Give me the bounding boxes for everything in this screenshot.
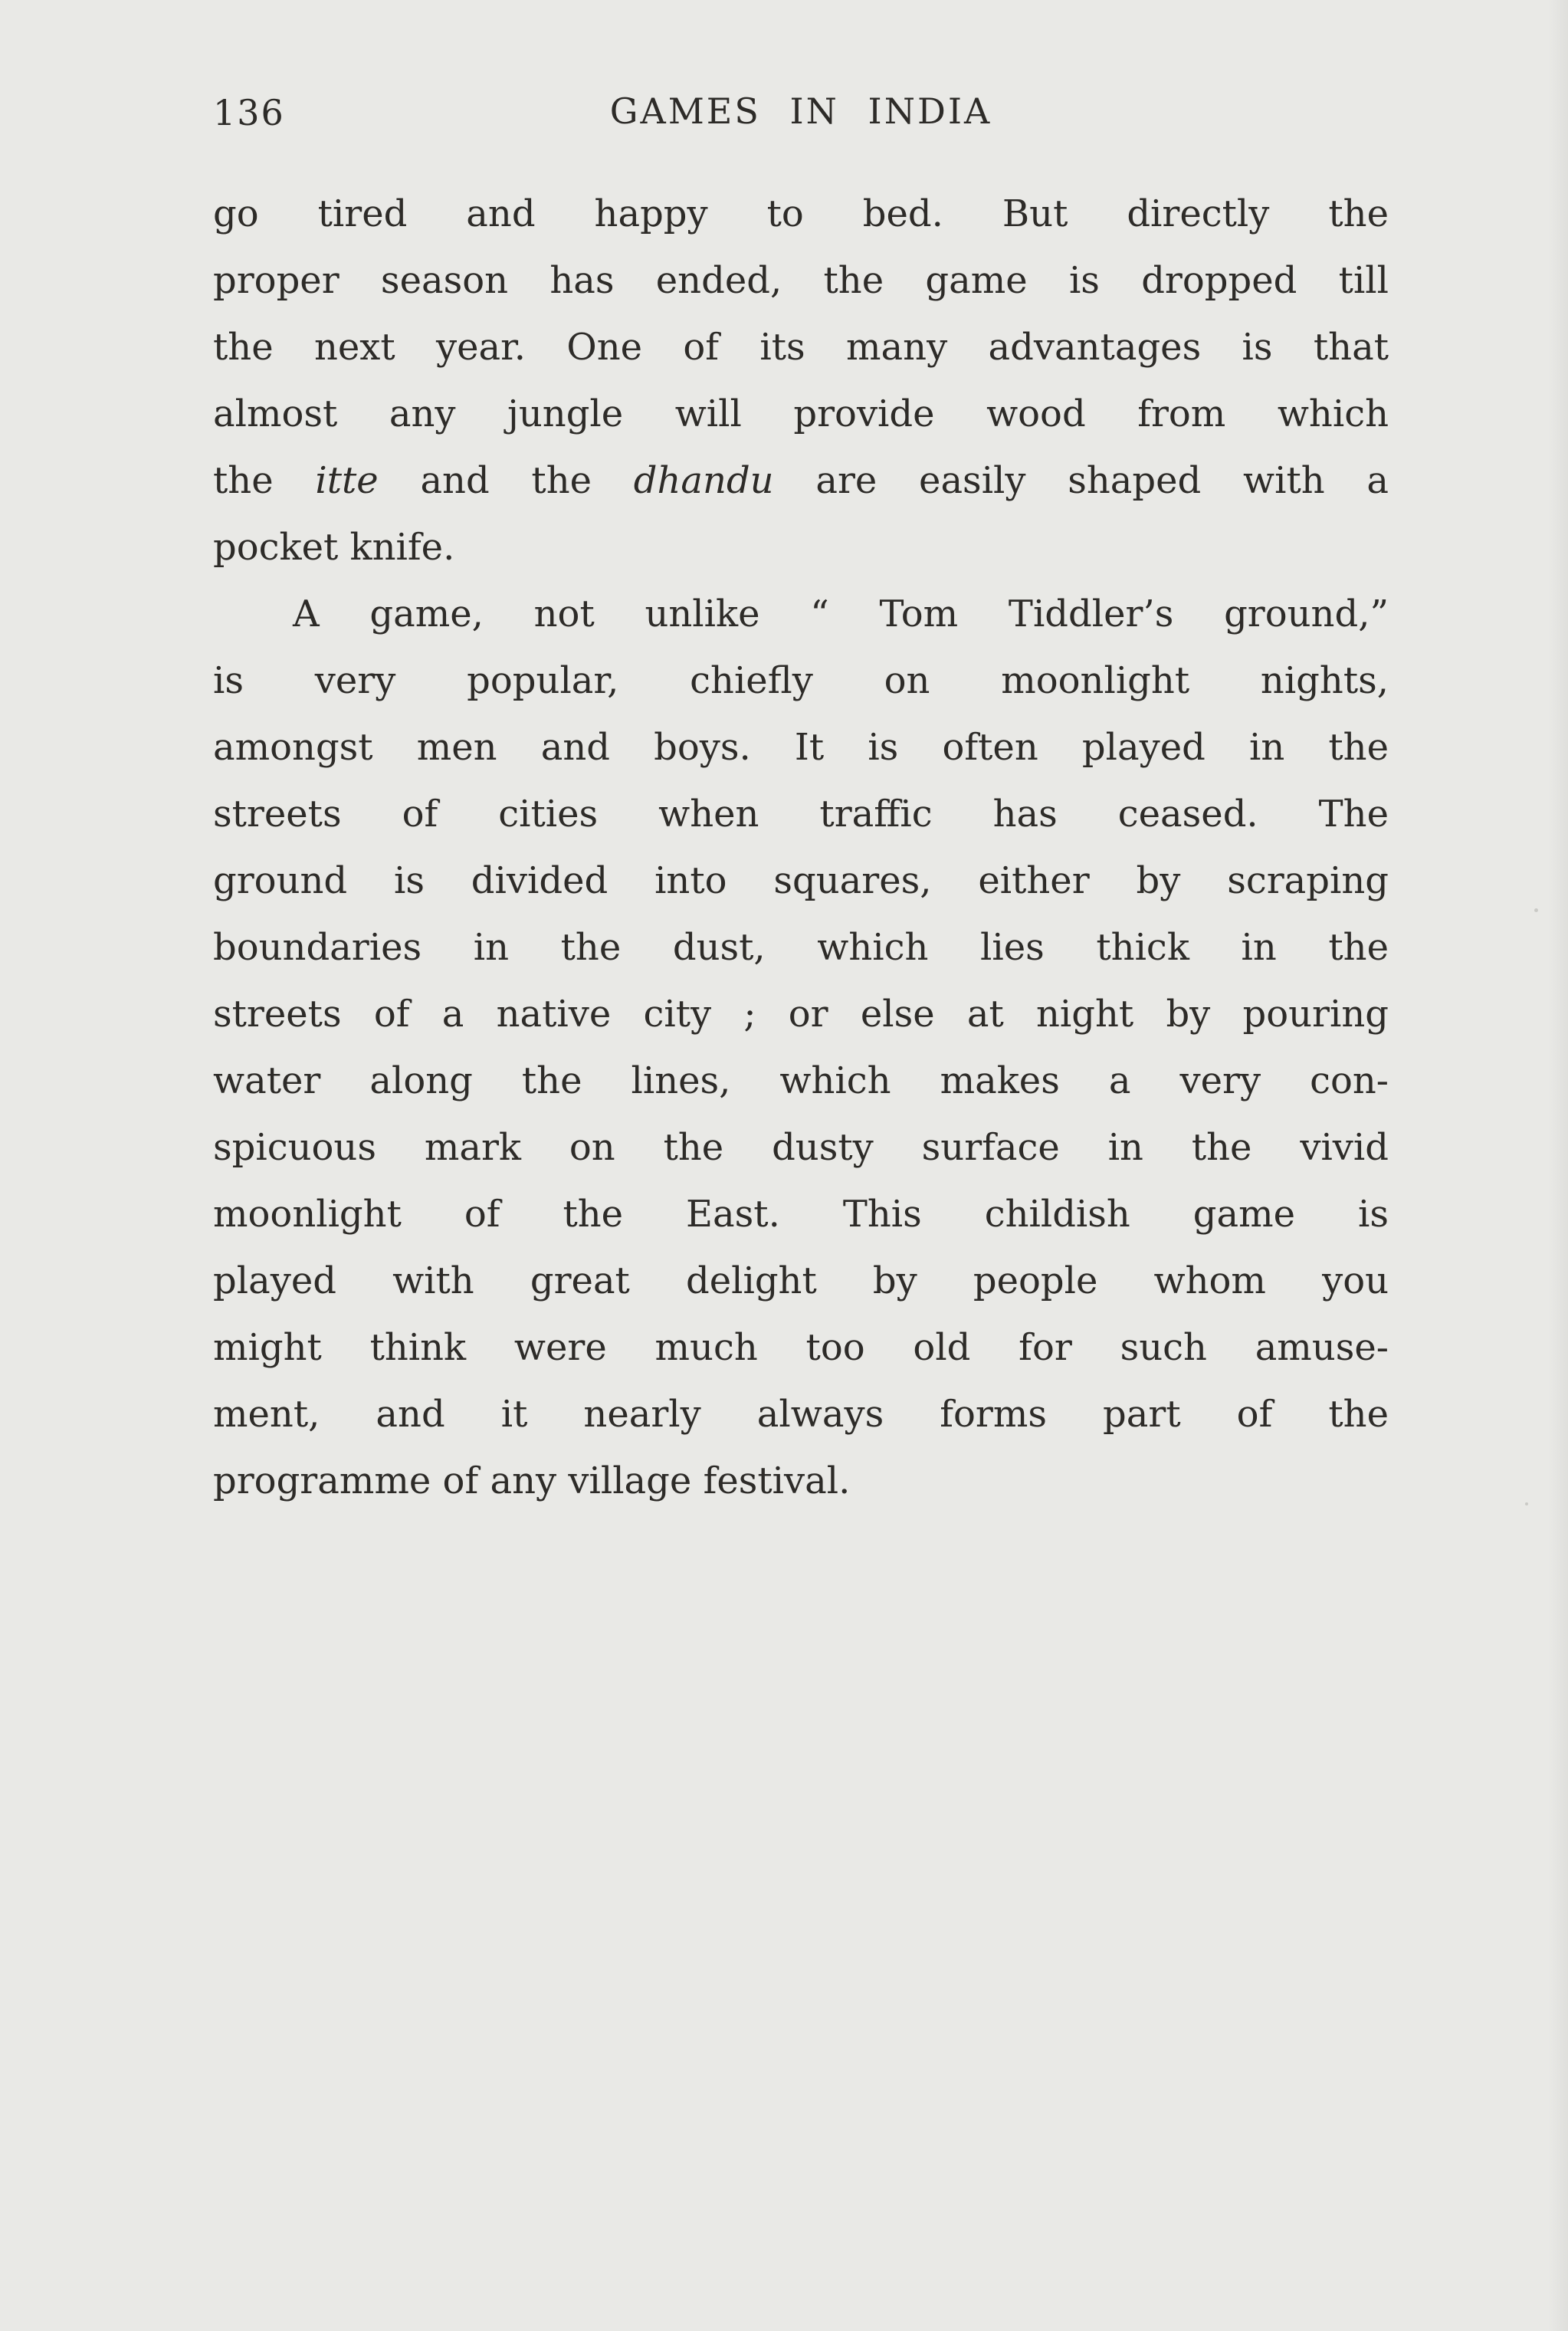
text-run: streets of a native city ; or else at night by pouring xyxy=(213,993,1389,1036)
text-line xyxy=(213,981,1389,1048)
text-run: and the xyxy=(378,459,634,502)
page-body xyxy=(213,181,1389,1515)
text-line xyxy=(213,1448,1389,1515)
scan-speckle xyxy=(1525,1502,1528,1505)
text-line xyxy=(213,714,1389,781)
text-line xyxy=(213,848,1389,914)
text-line xyxy=(213,1181,1389,1248)
text-run: ment, and it nearly always forms part of the xyxy=(213,1393,1389,1436)
text-line xyxy=(213,448,1389,514)
text-line xyxy=(213,381,1389,448)
text-run: the xyxy=(213,459,316,502)
running-title: GAMES IN INDIA xyxy=(609,90,992,132)
paragraph-2 xyxy=(213,581,1389,1515)
text-run: might think were much too old for such amuse- xyxy=(213,1326,1389,1369)
text-run: boundaries in the dust, which lies thick in the xyxy=(213,926,1389,969)
page-header xyxy=(213,90,1389,140)
text-line xyxy=(213,1115,1389,1181)
text-line xyxy=(213,1381,1389,1448)
text-run: streets of cities when traffic has ceased. The xyxy=(213,793,1389,836)
text-line xyxy=(213,648,1389,714)
paragraph-1 xyxy=(213,181,1389,581)
text-line xyxy=(213,514,1389,581)
text-run: ground is divided into squares, either by scraping xyxy=(213,859,1389,902)
scan-speckle xyxy=(1534,908,1538,912)
text-run: go tired and happy to bed. But directly the xyxy=(213,192,1389,235)
text-run: programme of any village festival. xyxy=(213,1459,851,1502)
text-run: A game, not unlike “ Tom Tiddler’s ground,” xyxy=(293,593,1389,635)
text-line xyxy=(213,781,1389,848)
text-run: played with great delight by people whom you xyxy=(213,1259,1389,1302)
text-line xyxy=(213,248,1389,314)
text-line xyxy=(213,914,1389,981)
text-line xyxy=(213,314,1389,381)
text-line xyxy=(213,1048,1389,1115)
text-run: the next year. One of its many advantages is that xyxy=(213,326,1389,369)
text-run: dhandu xyxy=(633,459,774,502)
text-run: are easily shaped with a xyxy=(773,459,1389,502)
text-run: water along the lines, which makes a very con- xyxy=(213,1059,1389,1102)
text-run: spicuous mark on the dusty surface in the vivid xyxy=(213,1126,1389,1169)
page-number: 136 xyxy=(213,92,285,133)
text-run: itte xyxy=(315,459,379,502)
text-line xyxy=(213,181,1389,248)
text-line xyxy=(213,581,1389,648)
text-run: almost any jungle will provide wood from which xyxy=(213,392,1389,435)
text-line xyxy=(213,1248,1389,1315)
text-run: moonlight of the East. This childish game is xyxy=(213,1193,1389,1236)
text-run: pocket knife. xyxy=(213,526,455,569)
text-run: amongst men and boys. It is often played in the xyxy=(213,726,1389,769)
text-line xyxy=(213,1315,1389,1381)
text-run: is very popular, chiefly on moonlight nights, xyxy=(213,659,1389,702)
text-run: proper season has ended, the game is dropped till xyxy=(213,259,1389,302)
